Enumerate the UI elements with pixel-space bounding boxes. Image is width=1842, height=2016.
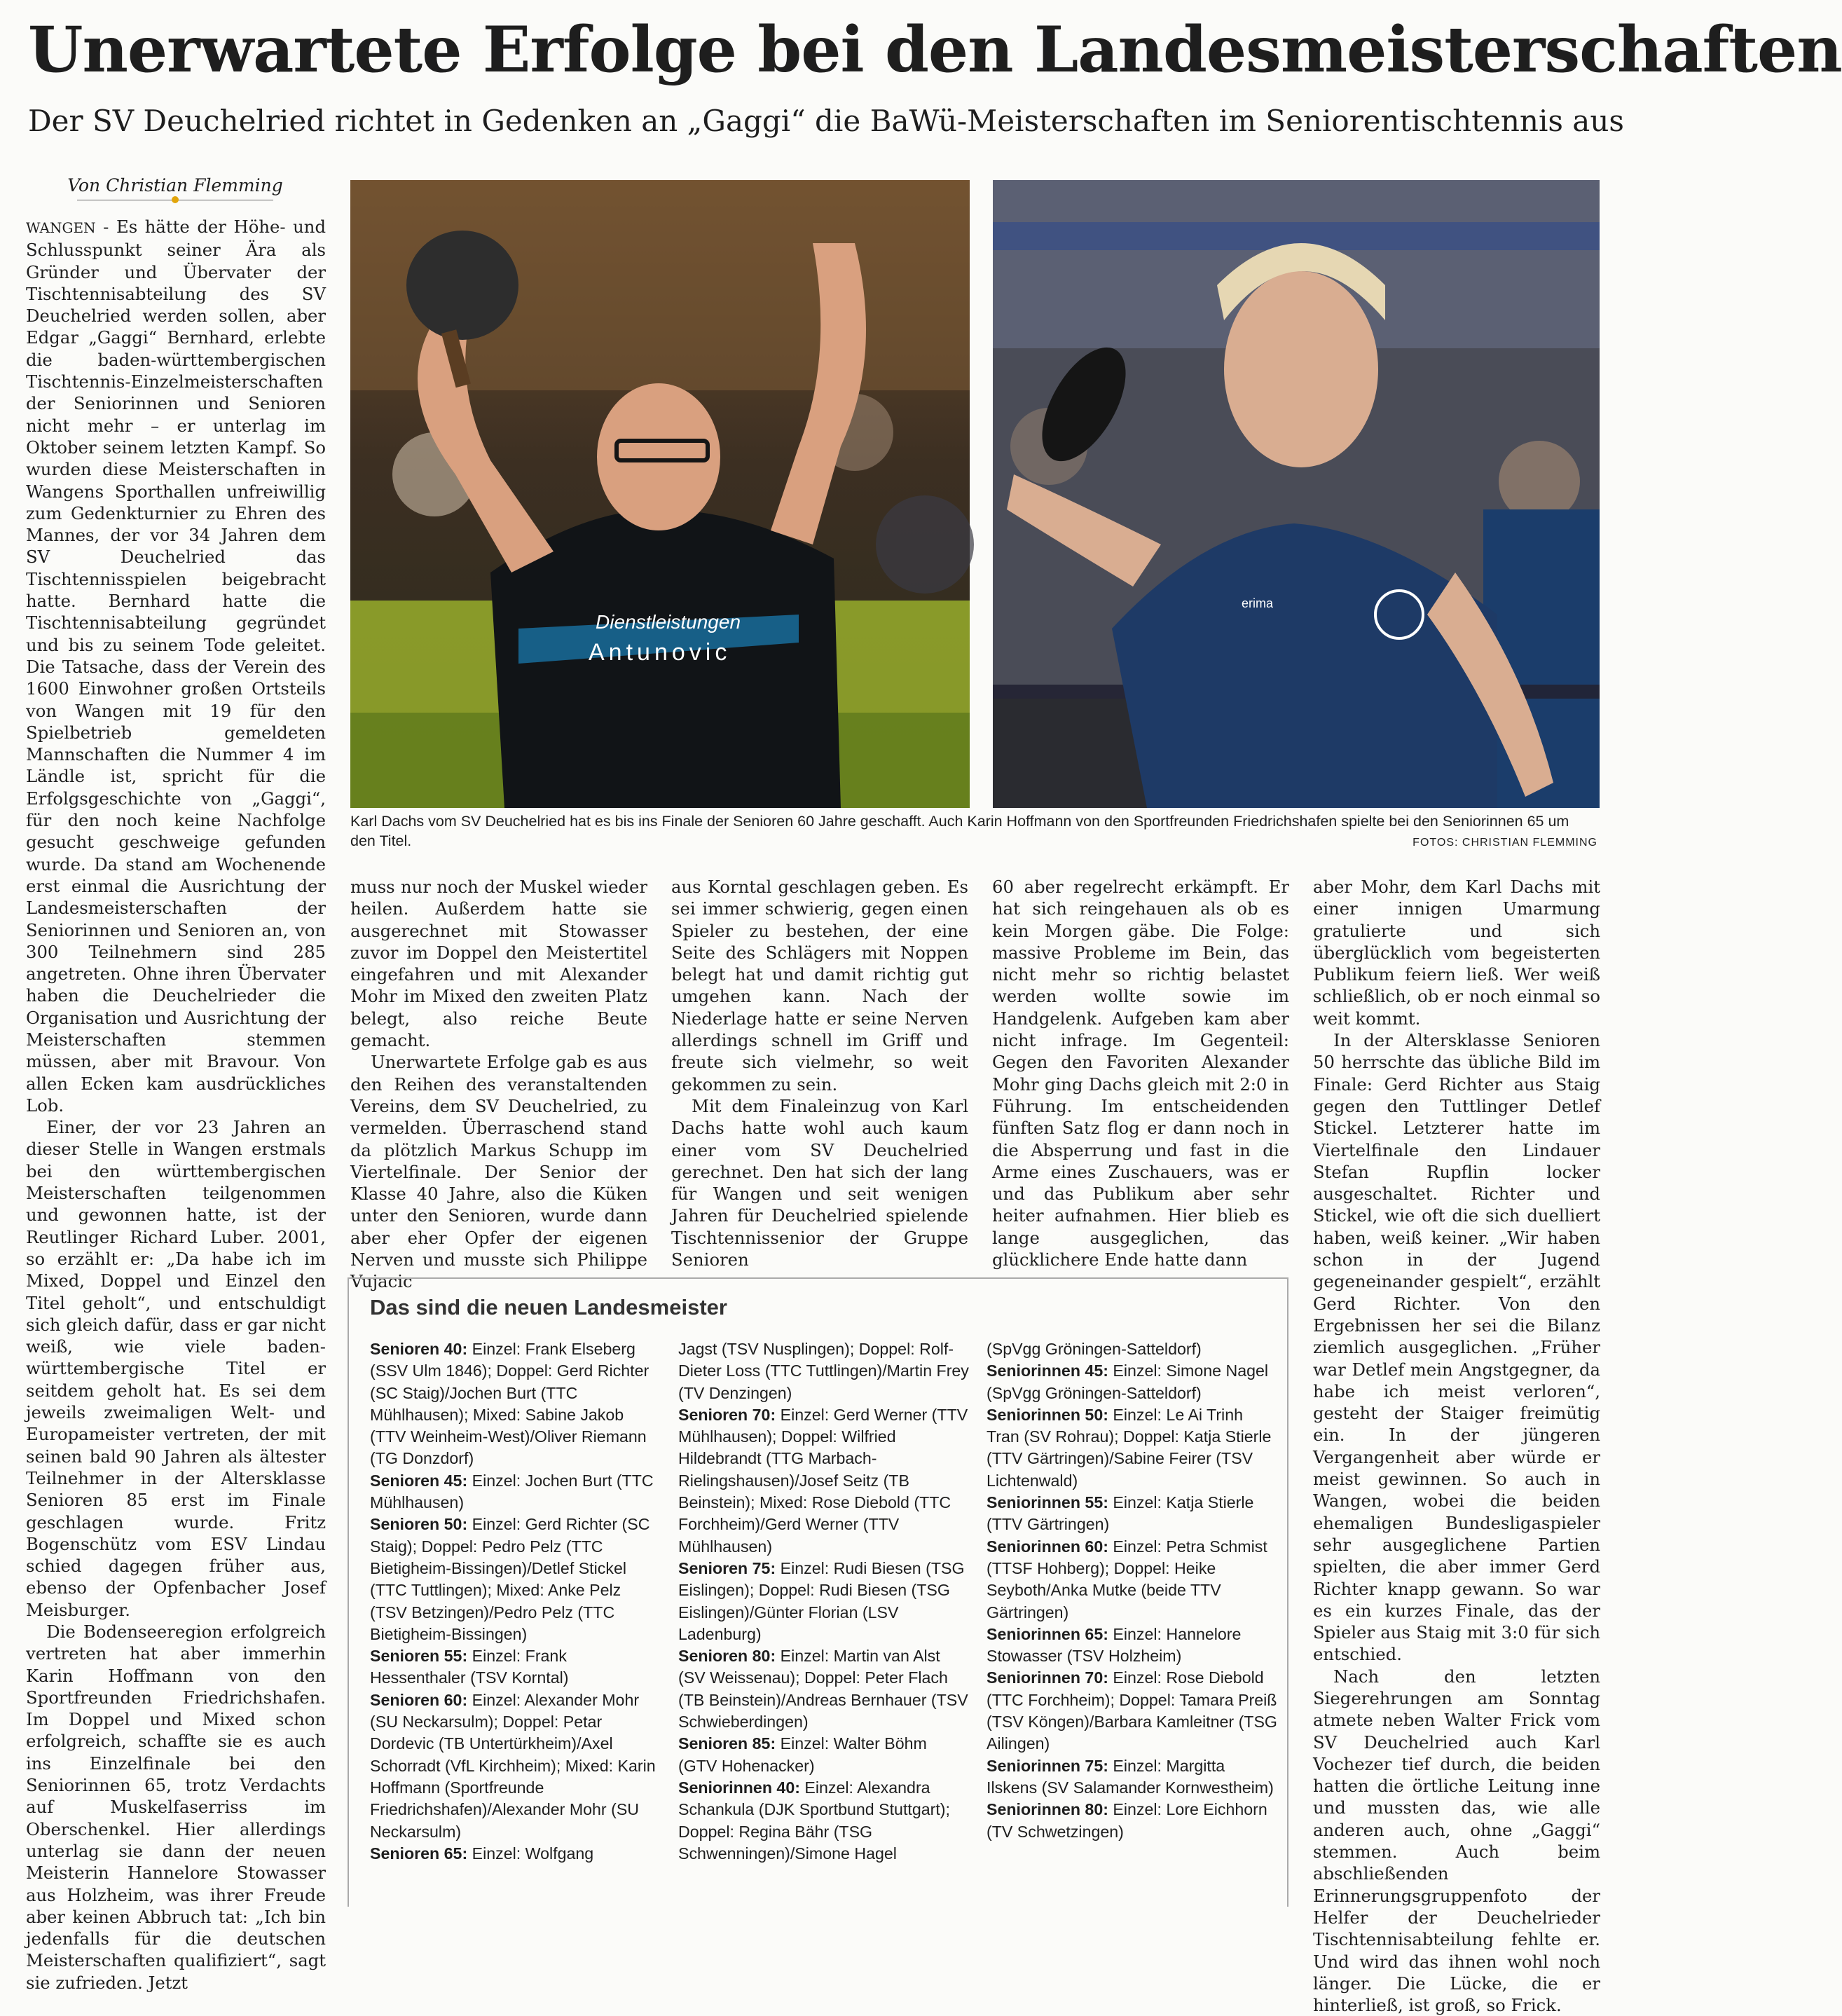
results-category: Senioren 60: xyxy=(370,1690,468,1709)
subheadline: Der SV Deuchelried richtet in Gedenken an „Gaggi“ die BaWü-Meisterschaften im Seniorentischtennis aus xyxy=(28,104,1624,138)
results-text: Einzel: Walter Böhm (GTV Hohenacker) xyxy=(678,1734,927,1775)
results-entry xyxy=(370,1514,661,1645)
results-entry xyxy=(370,1338,661,1470)
results-text: Einzel: Katja Stierle (TTV Gärtringen) xyxy=(987,1493,1254,1534)
article-column-4 xyxy=(992,876,1289,1270)
results-category: Seniorinnen 65: xyxy=(987,1624,1108,1643)
results-text: Einzel: Wolfgang xyxy=(467,1844,594,1863)
results-entry xyxy=(987,1360,1277,1404)
article-paragraph: Mit dem Finaleinzug von Karl Dachs hatte wohl auch kaum einer vom SV Deuchelried gerechnet. Den hat sich der lang für Wangen und seit wenigen Jahren für Deuchelried spielende Tischtennissenior der Gruppe Senioren xyxy=(671,1095,968,1270)
results-text: Einzel: Rose Diebold (TTC Forchheim); Doppel: Tamara Preiß (TSV Köngen)/Barbara Kamleitner (TSG Ailingen) xyxy=(987,1668,1277,1753)
results-entry xyxy=(678,1338,969,1404)
article-column-3 xyxy=(671,876,968,1270)
results-entry xyxy=(370,1843,661,1865)
results-category: Seniorinnen 55: xyxy=(987,1493,1108,1512)
results-category: Seniorinnen 80: xyxy=(987,1800,1108,1819)
results-entry xyxy=(370,1689,661,1843)
article-column-5 xyxy=(1313,876,1600,2016)
results-category: Seniorinnen 50: xyxy=(987,1405,1108,1424)
results-text: Einzel: Rudi Biesen (TSG Eislingen); Doppel: Rudi Biesen (TSG Eislingen)/Günter Florian (LSV Ladenburg) xyxy=(678,1558,965,1643)
results-category: Senioren 75: xyxy=(678,1558,776,1577)
results-entry xyxy=(987,1755,1277,1799)
photo-credit: FOTOS: CHRISTIAN FLEMMING xyxy=(1413,837,1597,849)
results-text: Jagst (TSV Nusplingen); Doppel: Rolf-Dieter Loss (TTC Tuttlingen)/Martin Frey (TV Denzingen) xyxy=(678,1340,969,1402)
results-category: Senioren 65: xyxy=(370,1844,468,1863)
photo-karin-hoffmann xyxy=(993,180,1600,808)
results-text: Einzel: Frank Elseberg (SSV Ulm 1846); Doppel: Gerd Richter (SC Staig)/Jochen Burt (TTC Mühlhausen); Mixed: Sabine Jakob (TTV Weinheim-West)/Oliver Riemann (TG Donzdorf) xyxy=(370,1340,649,1468)
photo-karl-dachs xyxy=(350,180,970,808)
results-category: Seniorinnen 45: xyxy=(987,1362,1108,1380)
results-entry xyxy=(987,1404,1277,1492)
results-category: Seniorinnen 60: xyxy=(987,1537,1108,1556)
article-paragraph: muss nur noch der Muskel wieder heilen. Außerdem hatte sie ausgerechnet mit Stowasser zuvor im Doppel den Meistertitel eingefahren und mit Alexander Mohr im Mixed den zweiten Platz belegt, also reiche Beute gemacht. xyxy=(350,877,647,1051)
results-text: Einzel: Margitta Ilskens (SV Salamander Kornwestheim) xyxy=(987,1756,1274,1797)
results-category: Seniorinnen 70: xyxy=(987,1668,1108,1687)
results-entry xyxy=(987,1799,1277,1843)
results-text: Einzel: Martin van Alst (SV Weissenau); Doppel: Peter Flach (TB Beinstein)/Andreas Bernhauer (TSV Schwieberdingen) xyxy=(678,1647,968,1732)
results-category: Senioren 55: xyxy=(370,1647,468,1666)
article-paragraph: Nach den letzten Siegerehrungen am Sonntag atmete neben Walter Frick vom SV Deuchelried auch Karl Vochezer tief durch, die beiden hatten die örtliche Leitung inne und mussten das, wie alle anderen auch, ohne „Gaggi“ stemmen. Auch beim abschließenden Erinnerungsgruppenfoto der Helfer der Deuchelrieder Tischtennisabteilung fehlte er. Und wird das ihnen wohl noch länger. Die Lücke, die er hinterließ, ist groß, so Frick. xyxy=(1313,1666,1600,2016)
article-paragraph: In der Altersklasse Senioren 50 herrschte das übliche Bild im Finale: Gerd Richter aus Staig gegen den Tuttlinger Detlef Stickel. Letzterer hatte im Viertelfinale den Lindauer Stefan Rupflin locker ausgeschaltet. Richter und Stickel, wie oft die sich duelliert haben, weiß keiner. „Wir haben schon in der Jugend gegeneinander gespielt“, erzählt Gerd Richter. Von den Ergebnissen her sei die Bilanz ziemlich ausgeglichen. „Früher war Detlef mein Angstgegner, da habe ich meist verloren“, gesteht der Staiger freimütig ein. In der jüngeren Vergangenheit aber würde er meist gewinnen. So auch in Wangen, wobei die beiden ehemaligen Bundesligaspieler sehr ausgeglichene Partien spielten, die aber immer Gerd Richter knapp gewann. So war es ein kurzes Finale, das der Spieler aus Staig mit 3:0 für sich entschied. xyxy=(1313,1030,1600,1665)
results-text: (SpVgg Gröningen-Satteldorf) xyxy=(987,1340,1202,1358)
results-column-1 xyxy=(370,1338,661,1865)
results-entry xyxy=(987,1624,1277,1668)
results-column-2 xyxy=(678,1338,969,1865)
article-paragraph: aber Mohr, dem Karl Dachs mit einer innigen Umarmung gratulierte und sich überglücklich vom begeisterten Publikum feiern ließ. Wer weiß schließlich, ob er noch einmal so weit kommt. xyxy=(1313,877,1600,1029)
byline-dot-icon xyxy=(172,196,179,203)
results-text: Einzel: Petra Schmist (TTSF Hohberg); Doppel: Heike Seyboth/Anka Mutke (beide TTV Gärtringen) xyxy=(987,1537,1267,1621)
results-text: Einzel: Simone Nagel (SpVgg Gröningen-Satteldorf) xyxy=(987,1362,1269,1402)
article-paragraph: aus Korntal geschlagen geben. Es sei immer schwierig, gegen einen Spieler zu bestehen, der eine Seite des Schlägers mit Noppen belegt hat und damit richtig gut umgehen kann. Nach der Niederlage hatte er seine Nerven allerdings schnell im Griff und freute sich vielmehr, so weit gekommen zu sein. xyxy=(671,877,968,1095)
results-text: Einzel: Hannelore Stowasser (TSV Holzheim) xyxy=(987,1624,1242,1666)
results-entry xyxy=(987,1536,1277,1624)
results-box-title: Das sind die neuen Landesmeister xyxy=(370,1295,727,1319)
results-text: Einzel: Jochen Burt (TTC Mühlhausen) xyxy=(370,1471,654,1512)
article-column-2 xyxy=(350,876,647,1293)
results-entry xyxy=(678,1733,969,1777)
results-entry xyxy=(678,1558,969,1645)
results-category: Senioren 70: xyxy=(678,1405,776,1424)
byline: Von Christian Flemming xyxy=(67,175,283,196)
article-paragraph: Unerwartete Erfolge gab es aus den Reihen des veranstaltenden Vereins, dem SV Deuchelried, zu vermelden. Überraschend stand da plötzlich Markus Schupp im Viertelfinale. Der Senior der Klasse 40 Jahre, also die Küken unter den Senioren, wurde dann aber eher Opfer der eigenen Nerven und musste sich Philippe Vujacic xyxy=(350,1052,647,1292)
results-text: Einzel: Le Ai Trinh Tran (SV Rohrau); Doppel: Katja Stierle (TTV Gärtringen)/Sabine Feirer (TSV Lichtenwald) xyxy=(987,1405,1272,1490)
results-category: Senioren 85: xyxy=(678,1734,776,1753)
headline: Unerwartete Erfolge bei den Landesmeisterschaften xyxy=(28,13,1842,87)
results-entry xyxy=(987,1492,1277,1536)
results-category: Senioren 45: xyxy=(370,1471,468,1490)
results-category: Seniorinnen 40: xyxy=(678,1778,800,1797)
article-paragraph: Die Bodenseeregion erfolgreich vertreten hat aber immerhin Karin Hoffmann von den Sportfreunden Friedrichshafen. Im Doppel und Mixed schon erfolgreich, schaffte sie es auch ins Einzelfinale bei den Seniorinnen 65, trotz Verdachts auf Muskelfaserriss im Oberschenkel. Hier allerdings unterlag sie dann der neuen Meisterin Hannelore Stowasser aus Holzheim, was ihrer Freude aber keinen Abbruch tat: „Ich bin jedenfalls für die deutschen Meisterschaften qualifiziert“, sagt sie zufrieden. Jetzt xyxy=(26,1621,326,1993)
results-entry xyxy=(370,1470,661,1514)
dateline: WANGEN xyxy=(26,219,96,236)
jersey-badge-text: erima xyxy=(1242,596,1274,610)
results-text: Einzel: Gerd Richter (SC Staig); Doppel: Pedro Pelz (TTC Bietigheim-Bissingen)/Detlef Stickel (TTC Tuttlingen); Mixed: Anke Pelz (TSV Betzingen)/Pedro Pelz (TTC Bietigheim-Bissingen) xyxy=(370,1515,650,1643)
jersey-text-1: Dienstleistungen xyxy=(596,611,741,633)
article-paragraph: WANGEN - Es hätte der Höhe- und Schlusspunkt seiner Ära als Gründer und Übervater der Tischtennisabteilung des SV Deuchelried werden sollen, aber Edgar „Gaggi“ Bernhard, erlebte die baden-württembergischen Tischtennis-Einzelmeisterschaften der Seniorinnen und Senioren nicht mehr – er unterlag im Oktober seinem letzten Kampf. So wurden diese Meisterschaften in Wangens Sporthallen unfreiwillig zum Gedenkturnier zu Ehren des Mannes, der vor 34 Jahren dem SV Deuchelried das Tischtennisspielen beigebracht hatte. Bernhard hatte die Tischtennisabteilung gegründet und bis zu seinem Tode geleitet. Die Tatsache, dass der Verein des 1600 Einwohner großen Ortsteils von Wangen mit 19 für den Spielbetrieb gemeldeten Mannschaften die Nummer 4 im Ländle ist, spricht für die Erfolgsgeschichte von „Gaggi“, für den noch keine Nachfolge gesucht geschweige gefunden wurde. Da stand am Wochenende erst einmal die Ausrichtung der Landesmeisterschaften der Seniorinnen und Senioren an, von 300 Teilnehmern sind 285 angetreten. Ohne ihren Übervater haben die Deuchelrieder die Organisation und Ausrichtung der Meisterschaften stemmen müssen, aber mit Bravour. Von allen Ecken kam ausdrückliches Lob. xyxy=(26,217,326,1116)
results-entry xyxy=(678,1777,969,1865)
results-entry xyxy=(987,1338,1277,1360)
results-entry xyxy=(678,1645,969,1733)
results-text: Einzel: Alexandra Schankula (DJK Sportbund Stuttgart); Doppel: Regina Bähr (TSG Schwenningen)/Simone Hagel xyxy=(678,1778,950,1863)
results-category: Senioren 50: xyxy=(370,1515,468,1534)
results-text: Einzel: Gerd Werner (TTV Mühlhausen); Doppel: Wilfried Hildebrandt (TTG Marbach-Rielingshausen)/Josef Seitz (TB Beinstein); Mixed: Rose Diebold (TTC Forchheim)/Gerd Werner (TTV Mühlhausen) xyxy=(678,1405,968,1556)
results-category: Senioren 40: xyxy=(370,1340,468,1358)
results-text: Einzel: Alexander Mohr (SU Neckarsulm); Doppel: Petar Dordevic (TB Untertürkheim)/Axel Schorradt (VfL Kirchheim); Mixed: Karin Hoffmann (Sportfreunde Friedrichshafen)/Alexander Mohr (SU Neckarsulm) xyxy=(370,1690,656,1841)
photo-caption: Karl Dachs vom SV Deuchelried hat es bis ins Finale der Senioren 60 Jahre geschafft. Auch Karin Hoffmann von den Sportfreunden Friedrichshafen spielte bei den Seniorinnen 65 um den Titel. xyxy=(350,813,1569,849)
results-entry xyxy=(678,1404,969,1558)
jersey-text-2: Antunovic xyxy=(589,639,731,666)
results-column-3 xyxy=(987,1338,1277,1843)
article-paragraph: Einer, der vor 23 Jahren an dieser Stelle in Wangen erstmals bei den württembergischen Meisterschaften teilgenommen und gewonnen hatte, ist der Reutlinger Richard Luber. 2001, so erzählt er: „Da habe ich im Mixed, Doppel und Einzel den Titel geholt“, und entschuldigt sich gleich dafür, dass er gar nicht weiß, wie viele baden-württembergische Titel er seitdem geholt hat. Es sei dem jeweils zweimaligen Welt- und Europameister vertreten, der mit seinen bald 90 Jahren als ältester Teilnehmer in der Altersklasse Senioren 85 erst im Finale geschlagen wurde. Fritz Bogenschütz vom ESV Lindau schied dagegen früher aus, ebenso der Opfenbacher Josef Meisburger. xyxy=(26,1117,326,1620)
results-entry xyxy=(370,1645,661,1689)
article-column-1 xyxy=(26,216,326,1994)
results-entry xyxy=(987,1667,1277,1755)
results-text: Einzel: Lore Eichhorn (TV Schwetzingen) xyxy=(987,1800,1267,1841)
results-category: Senioren 80: xyxy=(678,1647,776,1666)
article-paragraph: 60 aber regelrecht erkämpft. Er hat sich reingehauen als ob es kein Morgen gäbe. Die Folge: massive Probleme im Bein, das nicht mehr so richtig belastet werden wollte sowie im Handgelenk. Aufgeben kam aber nicht infrage. Im Gegenteil: Gegen den Favoriten Alexander Mohr ging Dachs gleich mit 2:0 in Führung. Im entscheidenden fünften Satz flog er dann noch in die Absperrung und fast in die Arme eines Zuschauers, was er und das Publikum aber sehr heiter aufnahmen. Hier blieb es lange ausgeglichen, das glücklichere Ende hatte dann xyxy=(992,877,1289,1270)
results-category: Seniorinnen 75: xyxy=(987,1756,1108,1775)
results-text: Einzel: Frank Hessenthaler (TSV Korntal) xyxy=(370,1647,569,1687)
